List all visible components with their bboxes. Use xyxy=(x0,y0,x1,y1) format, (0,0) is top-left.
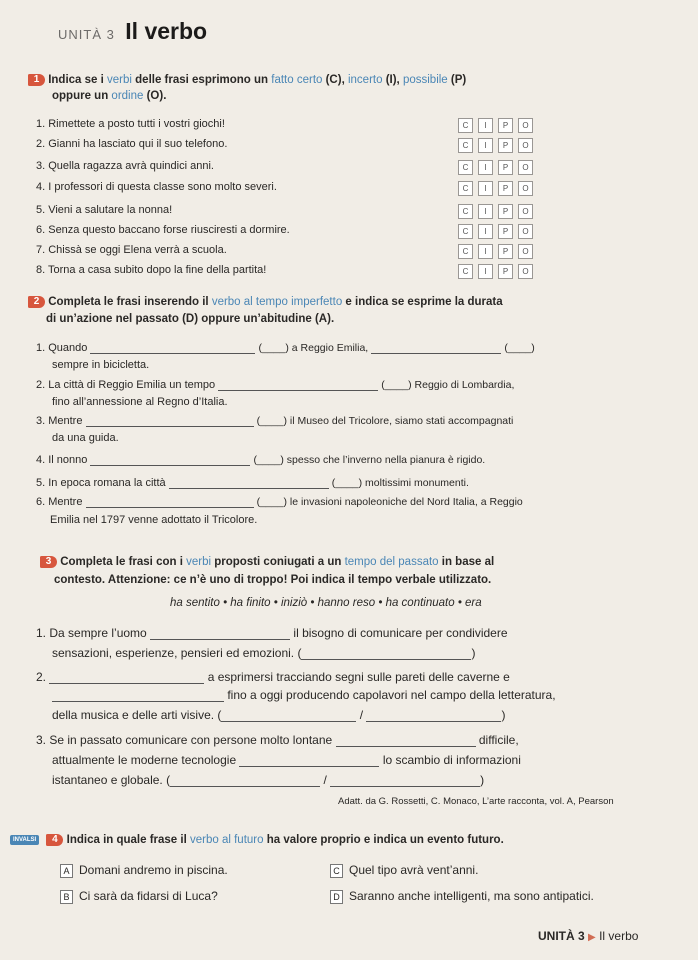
ex3-s2-line3: della musica e delle arti visive. ( / ) xyxy=(52,708,506,722)
blank-input[interactable] xyxy=(221,721,356,722)
ex2-s2-line2: fino all’annessione al Regno d’Italia. xyxy=(52,396,228,408)
option-checkbox-i[interactable]: I xyxy=(478,138,493,153)
blank-input[interactable] xyxy=(366,721,501,722)
ex1-item-text: 2. Gianni ha lasciato qui il suo telefono. xyxy=(36,138,228,150)
ex3-s2-line2: fino a oggi producendo capolavori nel campo della letteratura, xyxy=(52,688,556,702)
option-checkbox-o[interactable]: O xyxy=(518,160,533,175)
option-checkbox-o[interactable]: O xyxy=(518,224,533,239)
ex3-instruction-line2: contesto. Attenzione: ce n’è uno di troppo! Poi indica il tempo verbale utilizzato. xyxy=(54,574,492,586)
option-checkbox-c[interactable]: C xyxy=(458,181,473,196)
ex2-instruction-line2: di un’azione nel passato (D) oppure un’abitudine (A). xyxy=(46,313,335,325)
option-d-checkbox[interactable]: D xyxy=(330,890,343,904)
ex1-option-boxes xyxy=(458,264,533,279)
ex1-item-text: 4. I professori di questa classe sono molto severi. xyxy=(36,181,277,193)
ex4-number: 4 xyxy=(46,834,63,846)
option-checkbox-c[interactable]: C xyxy=(458,224,473,239)
ex1-item xyxy=(36,224,290,236)
blank-input[interactable] xyxy=(301,659,471,660)
blank-input[interactable] xyxy=(169,488,329,489)
ex1-item-text: 8. Torna a casa subito dopo la fine della partita! xyxy=(36,264,267,276)
option-b-checkbox[interactable]: B xyxy=(60,890,73,904)
option-checkbox-c[interactable]: C xyxy=(458,264,473,279)
ex1-number: 1 xyxy=(28,74,45,86)
option-checkbox-p[interactable]: P xyxy=(498,181,513,196)
option-checkbox-c[interactable]: C xyxy=(458,138,473,153)
option-checkbox-o[interactable]: O xyxy=(518,181,533,196)
option-checkbox-p[interactable]: P xyxy=(498,160,513,175)
ex1-item xyxy=(36,118,225,130)
invalsi-badge: INVALSI xyxy=(10,835,39,845)
unit-label: UNITÀ 3 xyxy=(58,27,115,42)
option-checkbox-o[interactable]: O xyxy=(518,118,533,133)
option-checkbox-p[interactable]: P xyxy=(498,138,513,153)
ex1-item xyxy=(36,204,172,216)
ex2-s5: 5. In epoca romana la città (____) moltissimi monumenti. xyxy=(36,477,469,489)
option-d[interactable]: D Saranno anche intelligenti, ma sono antipatici. xyxy=(330,889,594,904)
ex2-s3-line2: da una guida. xyxy=(52,432,119,444)
blank-input[interactable] xyxy=(371,353,501,354)
ex1-item xyxy=(36,160,214,172)
ex1-item xyxy=(36,264,266,276)
ex2-s6-line2: Emilia nel 1797 venne adottato il Tricolore. xyxy=(50,514,258,526)
ex3-s3-line3: istantaneo e globale. ( / ) xyxy=(52,773,485,787)
blank-input[interactable] xyxy=(49,683,204,684)
blank-input[interactable] xyxy=(86,507,254,508)
ex1-option-boxes xyxy=(458,181,533,196)
page-footer xyxy=(538,929,638,943)
ex4-instruction: INVALSI 4 Indica in quale frase il verbo al futuro ha valore proprio e indica un evento futuro. xyxy=(10,834,504,846)
option-checkbox-p[interactable]: P xyxy=(498,224,513,239)
footer-unit: UNITÀ 3 xyxy=(538,929,585,943)
option-checkbox-i[interactable]: I xyxy=(478,118,493,133)
option-b[interactable]: B Ci sarà da fidarsi di Luca? xyxy=(60,889,218,904)
option-checkbox-p[interactable]: P xyxy=(498,244,513,259)
blank-input[interactable] xyxy=(90,353,255,354)
ex1-item-text: 7. Chissà se oggi Elena verrà a scuola. xyxy=(36,244,227,256)
ex1-option-boxes xyxy=(458,118,533,133)
ex1-item-text: 1. Rimettete a posto tutti i vostri giochi! xyxy=(36,118,225,130)
option-checkbox-p[interactable]: P xyxy=(498,118,513,133)
blank-input[interactable] xyxy=(330,786,480,787)
ex1-item-text: 5. Vieni a salutare la nonna! xyxy=(36,204,173,216)
ex3-instruction: 3 Completa le frasi con i verbi proposti coniugati a un tempo del passato in base al xyxy=(40,556,494,568)
verb-options: ha sentito • ha finito • iniziò • hanno reso • ha continuato • era xyxy=(170,597,482,609)
option-c[interactable]: C Quel tipo avrà vent’anni. xyxy=(330,863,478,878)
ex2-s1-line2: sempre in bicicletta. xyxy=(52,359,150,371)
option-checkbox-c[interactable]: C xyxy=(458,244,473,259)
blank-input[interactable] xyxy=(336,746,476,747)
unit-header xyxy=(58,18,207,45)
ex1-option-boxes xyxy=(458,244,533,259)
ex3-s1-line1: 1. Da sempre l’uomo il bisogno di comunicare per condividere xyxy=(36,626,508,640)
ex2-s6-line1: 6. Mentre (____) le invasioni napoleoniche del Nord Italia, a Reggio xyxy=(36,496,523,508)
ex2-s1-line1: 1. Quando (____) a Reggio Emilia, (____) xyxy=(36,342,535,354)
option-checkbox-o[interactable]: O xyxy=(518,264,533,279)
ex1-instruction-line2: oppure un ordine (O). xyxy=(52,90,167,102)
option-checkbox-i[interactable]: I xyxy=(478,160,493,175)
ex2-instruction: 2 Completa le frasi inserendo il verbo al tempo imperfetto e indica se esprime la durata xyxy=(28,296,503,308)
ex1-option-boxes xyxy=(458,204,533,219)
ex1-option-boxes xyxy=(458,160,533,175)
ex1-option-boxes xyxy=(458,224,533,239)
option-checkbox-o[interactable]: O xyxy=(518,204,533,219)
option-checkbox-i[interactable]: I xyxy=(478,224,493,239)
option-a[interactable]: A Domani andremo in piscina. xyxy=(60,863,228,878)
footer-title: Il verbo xyxy=(599,929,639,943)
option-checkbox-i[interactable]: I xyxy=(478,204,493,219)
ex2-number: 2 xyxy=(28,296,45,308)
blank-input[interactable] xyxy=(86,426,254,427)
option-checkbox-c[interactable]: C xyxy=(458,118,473,133)
ex3-s3-line2: attualmente le moderne tecnologie lo scambio di informazioni xyxy=(52,753,521,767)
option-checkbox-p[interactable]: P xyxy=(498,264,513,279)
option-checkbox-c[interactable]: C xyxy=(458,160,473,175)
ex3-s3-line1: 3. Se in passato comunicare con persone molto lontane difficile, xyxy=(36,733,519,747)
option-checkbox-p[interactable]: P xyxy=(498,204,513,219)
option-checkbox-o[interactable]: O xyxy=(518,138,533,153)
option-checkbox-o[interactable]: O xyxy=(518,244,533,259)
option-checkbox-c[interactable]: C xyxy=(458,204,473,219)
ex3-number: 3 xyxy=(40,556,57,568)
footer-arrow-icon: ▶ xyxy=(588,932,596,943)
ex3-s1-line2: sensazioni, esperienze, pensieri ed emozioni. ( ) xyxy=(52,646,476,660)
ex1-instruction: 1 Indica se i verbi delle frasi esprimono un fatto certo (C), incerto (I), possibile (P) xyxy=(28,74,466,86)
source-credit: Adatt. da G. Rossetti, C. Monaco, L’arte racconta, vol. A, Pearson xyxy=(338,796,614,807)
ex2-s4: 4. Il nonno (____) spesso che l’inverno nella pianura è rigido. xyxy=(36,454,486,466)
blank-input[interactable] xyxy=(52,701,224,702)
blank-input[interactable] xyxy=(150,639,290,640)
ex1-item-text: 3. Quella ragazza avrà quindici anni. xyxy=(36,160,214,172)
ex2-s3-line1: 3. Mentre (____) il Museo del Tricolore, siamo stati accompagnati xyxy=(36,415,514,427)
option-c-checkbox[interactable]: C xyxy=(330,864,343,878)
ex1-item xyxy=(36,244,227,256)
blank-input[interactable] xyxy=(218,390,378,391)
option-a-checkbox[interactable]: A xyxy=(60,864,73,878)
blank-input[interactable] xyxy=(239,766,379,767)
option-checkbox-i[interactable]: I xyxy=(478,244,493,259)
ex3-s2-line1: 2. a esprimersi tracciando segni sulle pareti delle caverne e xyxy=(36,670,510,684)
ex1-item xyxy=(36,181,277,193)
option-checkbox-i[interactable]: I xyxy=(478,264,493,279)
ex1-item xyxy=(36,138,227,150)
ex2-s2-line1: 2. La città di Reggio Emilia un tempo (____) Reggio di Lombardia, xyxy=(36,379,515,391)
ex1-item-text: 6. Senza questo baccano forse riusciresti a dormire. xyxy=(36,224,290,236)
page-title: Il verbo xyxy=(125,18,208,44)
blank-input[interactable] xyxy=(170,786,320,787)
ex1-option-boxes xyxy=(458,138,533,153)
option-checkbox-i[interactable]: I xyxy=(478,181,493,196)
blank-input[interactable] xyxy=(90,465,250,466)
